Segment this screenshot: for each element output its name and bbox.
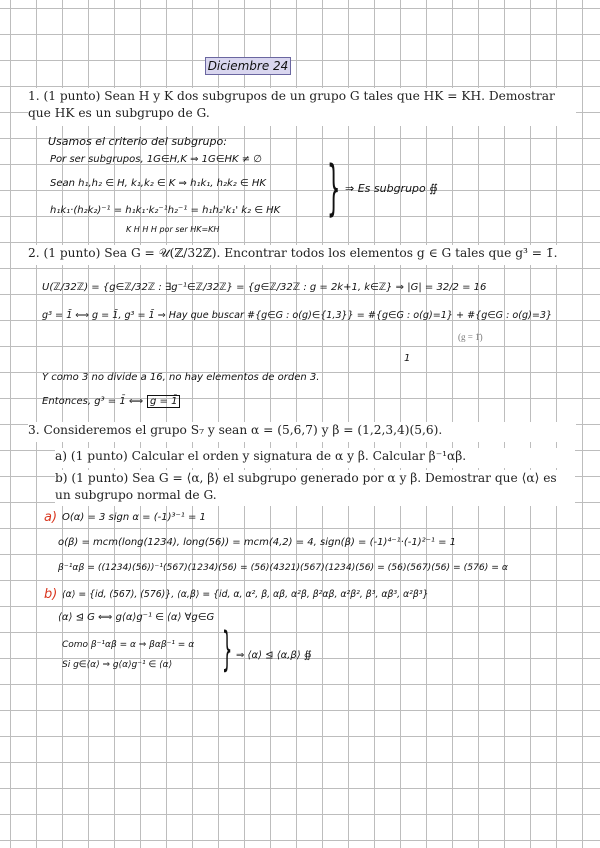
problem-1-statement: 1. (1 punto) Sean H y K dos subgrupos de un grupo G tales que HK = KH. Demostrar que HK es un subgrupo de G. bbox=[28, 88, 576, 126]
p3-conclusion: ⇒ ⟨α⟩ ⊴ ⟨α,β⟩ ∯ bbox=[236, 650, 312, 661]
p1-conclusion: ⇒ Es subgrupo ∯ bbox=[345, 182, 438, 195]
p2-line-1: U(ℤ/32ℤ) = {g∈ℤ/32ℤ : ∃g⁻¹∈ℤ/32ℤ} = {g∈ℤ/32ℤ : g = 2k+1, k∈ℤ} ⇒ |G| = 32/2 = 16 bbox=[42, 282, 487, 293]
p2-note: (g = 1̄) bbox=[458, 332, 483, 342]
p3-label-b: b) bbox=[44, 587, 58, 602]
p3-brace: } bbox=[222, 622, 233, 676]
p3-b-line-3: Como β⁻¹αβ = α ⇒ βαβ⁻¹ = α bbox=[62, 640, 195, 650]
p2-eq-one: 1 bbox=[404, 353, 411, 364]
p3-b-line-2: ⟨α⟩ ⊴ G ⟺ g⟨α⟩g⁻¹ ∈ ⟨α⟩ ∀g∈G bbox=[58, 612, 215, 623]
p3-a-line-1: O(α) = 3 sign α = (-1)³⁻¹ = 1 bbox=[62, 512, 206, 523]
p1-line-1: Usamos el criterio del subgrupo: bbox=[48, 135, 227, 148]
p3-a-line-3: β⁻¹αβ = ((1234)(56))⁻¹(567)(1234)(56) = (56)(4321)(567)(1234)(56) = (56)(567)(56) = (576) = α bbox=[58, 562, 508, 573]
p1-under-annotations: K H H H por ser HK=KH bbox=[126, 225, 220, 234]
p1-line-2: Por ser subgrupos, 1G∈H,K ⇒ 1G∈HK ≠ ∅ bbox=[50, 154, 262, 165]
p2-line-3: Y como 3 no divide a 16, no hay elementos de orden 3. bbox=[42, 372, 320, 383]
p3-a-line-2: o(β) = mcm(long(1234), long(56)) = mcm(4,2) = 4, sign(β) = (-1)⁴⁻¹·(-1)²⁻¹ = 1 bbox=[58, 537, 457, 548]
p2-line-2: g³ = 1̄ ⟺ g = 1̄, g³ = 1̄ ⇒ Hay que buscar #{g∈G : o(g)∈{1,3}} = #{g∈G : o(g)=1} + #{g∈G : o(g)=3} bbox=[42, 310, 553, 321]
p1-line-4: h₁k₁·(h₂k₂)⁻¹ = h₁k₁·k₂⁻¹h₂⁻¹ = h₁h₂'k₁' k₂ ∈ HK bbox=[50, 205, 281, 216]
problem-3-part-b: b) (1 punto) Sea G = ⟨α, β⟩ el subgrupo generado por α y β. Demostrar que ⟨α⟩ es un subgrupo normal de G. bbox=[55, 470, 575, 506]
page-title: Diciembre 24 bbox=[205, 57, 291, 75]
p2-boxed-answer: g = 1̄ bbox=[147, 395, 180, 408]
problem-3-part-a: a) (1 punto) Calcular el orden y signatura de α y β. Calcular β⁻¹αβ. bbox=[55, 448, 575, 468]
p3-b-line-1: ⟨α⟩ = {id, (567), (576)}, ⟨α,β⟩ = {id, α, α², β, αβ, α²β, β²αβ, α²β², β³, αβ³, α²β³} bbox=[62, 589, 429, 600]
p1-line-3: Sean h₁,h₂ ∈ H, k₁,k₂ ∈ K ⇒ h₁k₁, h₂k₂ ∈ HK bbox=[50, 178, 266, 189]
p1-brace: } bbox=[327, 153, 341, 223]
problem-3-statement: 3. Consideremos el grupo S₇ y sean α = (5,6,7) y β = (1,2,3,4)(5,6). bbox=[28, 422, 576, 442]
p2-line-4: Entonces, g³ = 1̄ ⟺ bbox=[42, 396, 144, 407]
p3-label-a: a) bbox=[44, 510, 58, 525]
problem-2-statement: 2. (1 punto) Sea G = 𝒰(ℤ/32ℤ). Encontrar todos los elementos g ∈ G tales que g³ = 1̄. bbox=[28, 245, 576, 265]
p3-b-line-4: Si g∈⟨α⟩ ⇒ g⟨α⟩g⁻¹ ∈ ⟨α⟩ bbox=[62, 660, 173, 670]
